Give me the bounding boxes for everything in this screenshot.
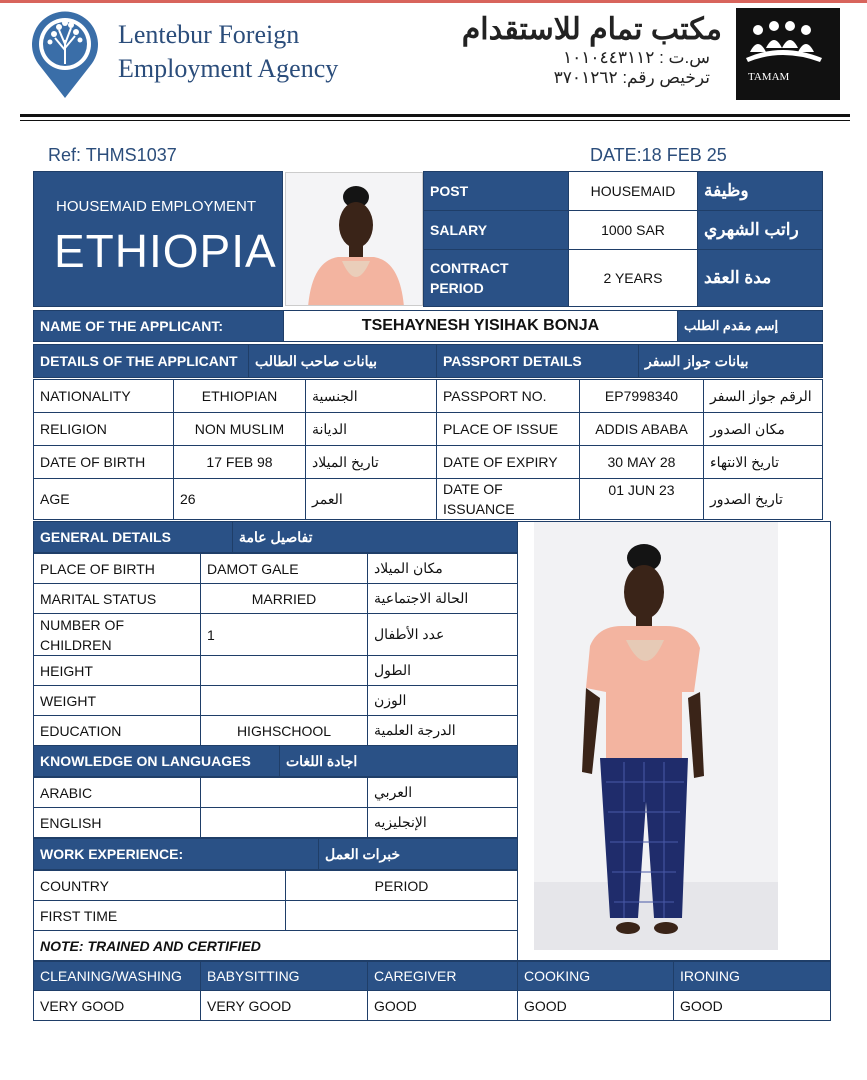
religion-value: NON MUSLIM [173,412,306,446]
first-time-label: FIRST TIME [33,900,286,931]
work-experience-header: WORK EXPERIENCE: [33,838,319,870]
weight-label-ar: الوزن [367,685,518,716]
nationality-value: ETHIOPIAN [173,379,306,413]
date-of-issuance-label: DATE OF ISSUANCE [436,478,580,520]
passport-no-value: EP7998340 [579,379,704,413]
tamam-logo-text: TAMAM [748,71,790,83]
marital-status-label-ar: الحالة الاجتماعية [367,583,518,614]
passport-details-header: PASSPORT DETAILS [436,344,639,378]
general-details-header-ar: تفاصيل عامة [232,521,518,553]
skill-name-caregiver: CAREGIVER [367,961,518,991]
arabic-license-number: ترخيص رقم: ٣٧٠١٢٦٢ [553,68,710,87]
arabic-office-name: مكتب تمام للاستقدام [461,13,722,46]
religion-label: RELIGION [33,412,174,446]
age-value: 26 [173,478,306,520]
post-value: HOUSEMAID [568,171,698,211]
nationality-label: NATIONALITY [33,379,174,413]
document-date: DATE:18 FEB 25 [590,145,727,165]
date-of-birth-value: 17 FEB 98 [173,445,306,479]
salary-value: 1000 SAR [568,210,698,250]
date-of-expiry-label: DATE OF EXPIRY [436,445,580,479]
marital-status-value: MARRIED [200,583,368,614]
country-label: COUNTRY [33,870,286,901]
height-value [200,655,368,686]
place-of-issue-label: PLACE OF ISSUE [436,412,580,446]
place-of-issue-value: ADDIS ABABA [579,412,704,446]
number-of-children-value: 1 [200,613,368,656]
nationality-label-ar: الجنسية [305,379,437,413]
skill-name-cleaning: CLEANING/WASHING [33,961,201,991]
post-label-ar: وظيفة [697,171,823,211]
skill-level-ironing: GOOD [673,990,831,1021]
date-of-issuance-label-ar: تاريخ الصدور [703,478,823,520]
agency-line-1: Lentebur Foreign [118,20,300,49]
english-value [200,807,368,838]
english-label-ar: الإنجليزيه [367,807,518,838]
place-of-birth-label-ar: مكان الميلاد [367,553,518,584]
first-time-period [285,900,518,931]
applicant-name-label: NAME OF THE APPLICANT: [33,310,284,342]
arabic-value [200,777,368,808]
contract-label: CONTRACT PERIOD [423,249,569,307]
religion-label-ar: الديانة [305,412,437,446]
weight-value [200,685,368,716]
number-of-children-label: NUMBER OF CHILDREN [33,613,201,656]
passport-no-label: PASSPORT NO. [436,379,580,413]
education-label: EDUCATION [33,715,201,746]
work-experience-header-ar: خبرات العمل [318,838,518,870]
applicant-name-value: TSEHAYNESH YISIHAK BONJA [283,310,678,342]
marital-status-label: MARITAL STATUS [33,583,201,614]
date-of-expiry-value: 30 MAY 28 [579,445,704,479]
arabic-label: ARABIC [33,777,201,808]
skill-level-cooking: GOOD [517,990,674,1021]
top-accent-line [0,0,867,3]
date-of-birth-label-ar: تاريخ الميلاد [305,445,437,479]
skill-level-cleaning: VERY GOOD [33,990,201,1021]
place-of-birth-label: PLACE OF BIRTH [33,553,201,584]
applicant-thumbnail-photo [285,172,423,306]
skill-level-caregiver: GOOD [367,990,518,1021]
training-note: NOTE: TRAINED AND CERTIFIED [33,930,518,961]
header-divider-thin [20,120,850,121]
applicant-full-photo [534,522,778,950]
contract-label-ar: مدة العقد [697,249,823,307]
banner-subtitle: HOUSEMAID EMPLOYMENT [56,198,257,215]
height-label-ar: الطول [367,655,518,686]
date-of-issuance-value: 01 JUN 23 [579,478,704,520]
header-divider [20,114,850,117]
place-of-birth-value: DAMOT GALE [200,553,368,584]
applicant-name-label-ar: إسم مقدم الطلب [677,310,823,342]
date-of-expiry-label-ar: تاريخ الانتهاء [703,445,823,479]
date-of-birth-label: DATE OF BIRTH [33,445,174,479]
skill-level-babysitting: VERY GOOD [200,990,368,1021]
number-of-children-label-ar: عدد الأطفال [367,613,518,656]
general-details-header: GENERAL DETAILS [33,521,233,553]
arabic-label-ar: العربي [367,777,518,808]
agency-logo-icon [28,8,102,100]
skill-name-cooking: COOKING [517,961,674,991]
place-of-issue-label-ar: مكان الصدور [703,412,823,446]
contract-value: 2 YEARS [568,249,698,307]
passport-no-label-ar: الرقم جواز السفر [703,379,823,413]
post-label: POST [423,171,569,211]
languages-header-ar: اجادة اللغات [279,745,518,777]
reference-number: Ref: THMS1037 [48,145,177,165]
skill-name-ironing: IRONING [673,961,831,991]
salary-label-ar: راتب الشهري [697,210,823,250]
skill-name-babysitting: BABYSITTING [200,961,368,991]
country-banner [33,171,283,307]
period-label: PERIOD [285,870,518,901]
applicant-details-header-ar: بيانات صاحب الطالب [248,344,437,378]
agency-name [118,18,338,86]
age-label-ar: العمر [305,478,437,520]
banner-country: ETHIOPIA [54,225,277,277]
weight-label: WEIGHT [33,685,201,716]
english-label: ENGLISH [33,807,201,838]
agency-line-2: Employment Agency [118,54,339,83]
arabic-cr-number: س.ت : ١٠١٠٤٤٣١١٢ [563,48,710,67]
salary-label: SALARY [423,210,569,250]
languages-header: KNOWLEDGE ON LANGUAGES [33,745,280,777]
applicant-details-header: DETAILS OF THE APPLICANT [33,344,249,378]
tamam-logo-icon [736,8,840,100]
tamam-logo [736,8,840,100]
education-value: HIGHSCHOOL [200,715,368,746]
age-label: AGE [33,478,174,520]
height-label: HEIGHT [33,655,201,686]
education-label-ar: الدرجة العلمية [367,715,518,746]
passport-details-header-ar: بيانات جواز السفر [638,344,823,378]
